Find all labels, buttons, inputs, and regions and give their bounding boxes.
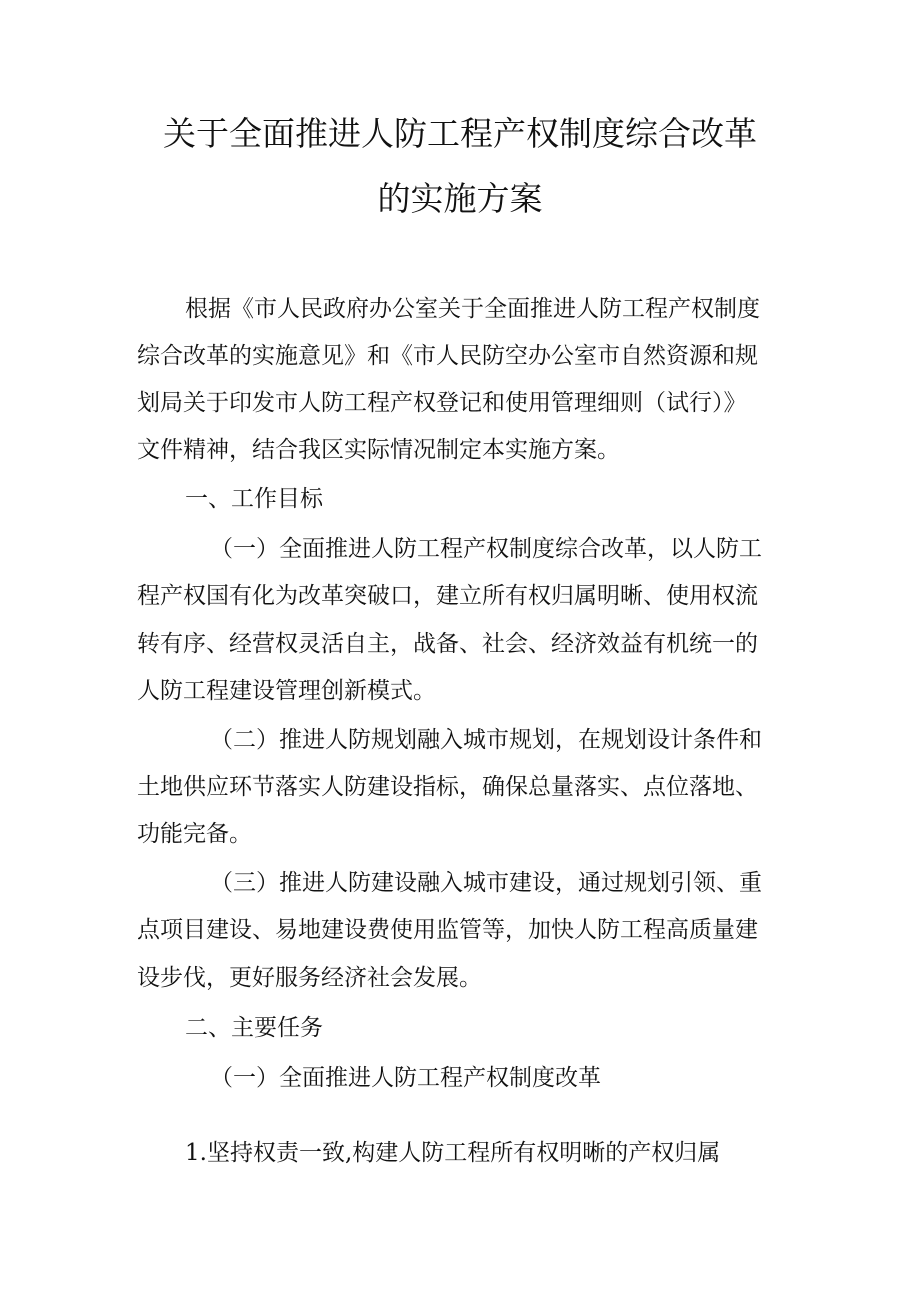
section-2-subheading-1: （一）全面推进人防工程产权制度改革 [210, 1065, 601, 1091]
item-1-line-3: 转有序、经营权灵活自主，战备、社会、经济效益有机统一的 [137, 631, 758, 657]
item-1-line-2: 程产权国有化为改革突破口，建立所有权归属明晰、使用权流 [137, 583, 758, 609]
document-title-line-1: 关于全面推进人防工程产权制度综合改革 [163, 114, 757, 153]
item-2-line-3: 功能完备。 [137, 821, 252, 847]
item-3-line-2: 点项目建设、易地建设费使用监管等，加快人防工程高质量建 [137, 917, 758, 943]
item-1-line-1: （一）全面推进人防工程产权制度综合改革，以人防工 [210, 536, 762, 562]
item-3-line-1: （三）推进人防建设融入城市建设，通过规划引领、重 [210, 870, 762, 896]
intro-line-3: 划局关于印发市人防工程产权登记和使用管理细则（试行）》 [137, 390, 747, 416]
intro-line-1: 根据《市人民政府办公室关于全面推进人防工程产权制度 [185, 296, 760, 322]
item-2-line-2: 土地供应环节落实人防建设指标，确保总量落实、点位落地、 [137, 774, 758, 800]
section-2-heading: 二、主要任务 [185, 1015, 323, 1041]
document-title-line-2: 的实施方案 [377, 179, 543, 218]
section-1-heading: 一、工作目标 [185, 486, 323, 512]
item-3-line-3: 设步伐，更好服务经济社会发展。 [137, 965, 482, 991]
intro-line-2: 综合改革的实施意见》和《市人民防空办公室市自然资源和规 [137, 343, 758, 369]
item-2-line-1: （二）推进人防规划融入城市规划，在规划设计条件和 [210, 727, 762, 753]
section-2-point-1: 1.坚持权责一致,构建人防工程所有权明晰的产权归属 [185, 1140, 721, 1166]
item-1-line-4: 人防工程建设管理创新模式。 [137, 678, 436, 704]
intro-line-4: 文件精神，结合我区实际情况制定本实施方案。 [137, 437, 620, 463]
